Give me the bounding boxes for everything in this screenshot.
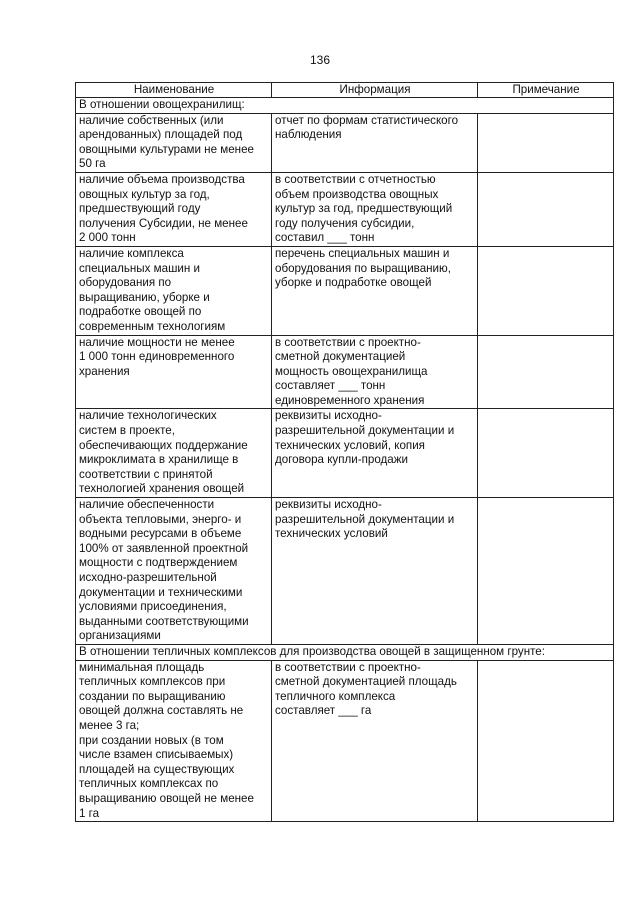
cell-line: году получения субсидии,	[275, 216, 415, 230]
cell-name	[76, 498, 272, 645]
cell-line: наличие комплекса	[79, 246, 184, 260]
table-row	[76, 409, 614, 498]
cell-line: арендованных) площадей под	[79, 128, 243, 142]
cell-line: сметной документацией площадь	[275, 675, 457, 689]
cell-line: сметной документацией	[275, 350, 406, 364]
table-row	[76, 660, 614, 822]
cell-line: создании по выращиванию	[79, 689, 226, 703]
cell-line: площадей на существующих	[79, 762, 235, 776]
cell-line: в соответствии с проектно-	[275, 660, 421, 674]
cell-line: обеспечивающих поддержание	[79, 438, 248, 452]
cell-line: числе взамен списываемых)	[79, 748, 234, 762]
cell-line: условиями присоединения,	[79, 600, 227, 614]
cell-line: оборудования по	[79, 276, 172, 290]
section-title: В отношении тепличных комплексов для производства овощей в защищенном грунте:	[76, 644, 614, 660]
cell-line: микроклимата в хранилище в	[79, 453, 239, 467]
cell-line: менее 3 га;	[79, 718, 140, 732]
cell-note	[478, 335, 614, 409]
cell-note	[478, 660, 614, 822]
cell-name	[76, 335, 272, 409]
cell-line: выращиванию, уборке и	[79, 290, 210, 304]
cell-line: 1 га	[79, 806, 100, 820]
cell-info	[272, 335, 478, 409]
cell-line: тепличного комплекса	[275, 689, 396, 703]
cell-line: в соответствии с отчетностью	[275, 172, 436, 186]
cell-line: предшествующий году	[79, 202, 201, 216]
cell-line: составил ___ тонн	[275, 231, 375, 245]
cell-line: 2 000 тонн	[79, 231, 136, 245]
cell-line: специальных машин и	[79, 261, 200, 275]
cell-line: культур за год, предшествующий	[275, 202, 453, 216]
cell-line: современным технологиям	[79, 319, 226, 333]
cell-line: объекта тепловыми, энерго- и	[79, 512, 242, 526]
cell-line: мощности с подтверждением	[79, 556, 238, 570]
cell-line: разрешительной документации и	[275, 512, 455, 526]
cell-name	[76, 246, 272, 335]
header-name: Наименование	[76, 83, 272, 98]
cell-line: получения Субсидии, не менее	[79, 216, 248, 230]
cell-line: выращиванию овощей не менее	[79, 791, 254, 805]
cell-line: овощными культурами не менее	[79, 142, 254, 156]
cell-line: уборке и подработке овощей	[275, 276, 432, 290]
cell-line: объем производства овощных	[275, 187, 439, 201]
cell-line: наличие собственных (или	[79, 113, 224, 127]
cell-line: наличие объема производства	[79, 172, 245, 186]
cell-line: водными ресурсами в объеме	[79, 527, 242, 541]
section-title: В отношении овощехранилищ:	[76, 98, 614, 114]
cell-name	[76, 113, 272, 172]
cell-line: тепличных комплексов при	[79, 675, 226, 689]
cell-line: отчет по формам статистического	[275, 113, 459, 127]
cell-line: документации и техническими	[79, 585, 243, 599]
requirements-table	[75, 82, 614, 822]
cell-line: реквизиты исходно-	[275, 498, 382, 512]
page-number: 136	[309, 53, 331, 67]
table-row	[76, 498, 614, 645]
cell-line: подработке овощей по	[79, 305, 202, 319]
cell-line: договора купли-продажи	[275, 453, 408, 467]
cell-line: овощей должна составлять не	[79, 704, 244, 718]
table-header-row	[76, 83, 614, 98]
cell-line: оборудования по выращиванию,	[275, 261, 451, 275]
cell-line: соответствии с принятой	[79, 467, 213, 481]
cell-line: наличие обеспеченности	[79, 498, 215, 512]
cell-line: технологией хранения овощей	[79, 482, 245, 496]
cell-line: реквизиты исходно-	[275, 409, 382, 423]
section-row	[76, 644, 614, 660]
cell-line: технических условий, копия	[275, 438, 425, 452]
cell-note	[478, 409, 614, 498]
cell-line: технических условий	[275, 527, 388, 541]
cell-line: выданными соответствующими	[79, 614, 249, 628]
cell-line: единовременного хранения	[275, 393, 425, 407]
cell-line: 100% от заявленной проектной	[79, 541, 249, 555]
cell-info	[272, 113, 478, 172]
cell-line: систем в проекте,	[79, 424, 175, 438]
cell-line: при создании новых (в том	[79, 733, 224, 747]
cell-info	[272, 172, 478, 246]
cell-line: перечень специальных машин и	[275, 246, 450, 260]
cell-line: организациями	[79, 629, 161, 643]
cell-note	[478, 113, 614, 172]
section-row	[76, 98, 614, 114]
header-info: Информация	[272, 83, 478, 98]
cell-line: наблюдения	[275, 128, 342, 142]
header-note: Примечание	[478, 83, 614, 98]
cell-line: исходно-разрешительной	[79, 571, 217, 584]
cell-line: 50 га	[79, 157, 106, 171]
cell-info	[272, 246, 478, 335]
cell-name	[76, 660, 272, 822]
cell-line: составляет ___ га	[275, 704, 372, 718]
cell-line: наличие мощности не менее	[79, 335, 235, 349]
table-row	[76, 172, 614, 246]
cell-info	[272, 498, 478, 645]
cell-line: 1 000 тонн единовременного	[79, 350, 235, 364]
cell-info	[272, 409, 478, 498]
cell-line: составляет ___ тонн	[275, 379, 386, 393]
cell-line: овощных культур за год,	[79, 187, 210, 201]
cell-name	[76, 172, 272, 246]
cell-line: минимальная площадь	[79, 660, 205, 674]
table-row	[76, 246, 614, 335]
cell-line: мощность овощехранилища	[275, 364, 428, 378]
cell-line: наличие технологических	[79, 409, 217, 423]
cell-line: тепличных комплексах по	[79, 777, 219, 791]
cell-note	[478, 498, 614, 645]
cell-note	[478, 172, 614, 246]
cell-info	[272, 660, 478, 822]
table-row	[76, 113, 614, 172]
cell-note	[478, 246, 614, 335]
table-row	[76, 335, 614, 409]
cell-line: хранения	[79, 364, 130, 378]
cell-name	[76, 409, 272, 498]
cell-line: в соответствии с проектно-	[275, 335, 421, 349]
cell-line: разрешительной документации и	[275, 424, 455, 438]
